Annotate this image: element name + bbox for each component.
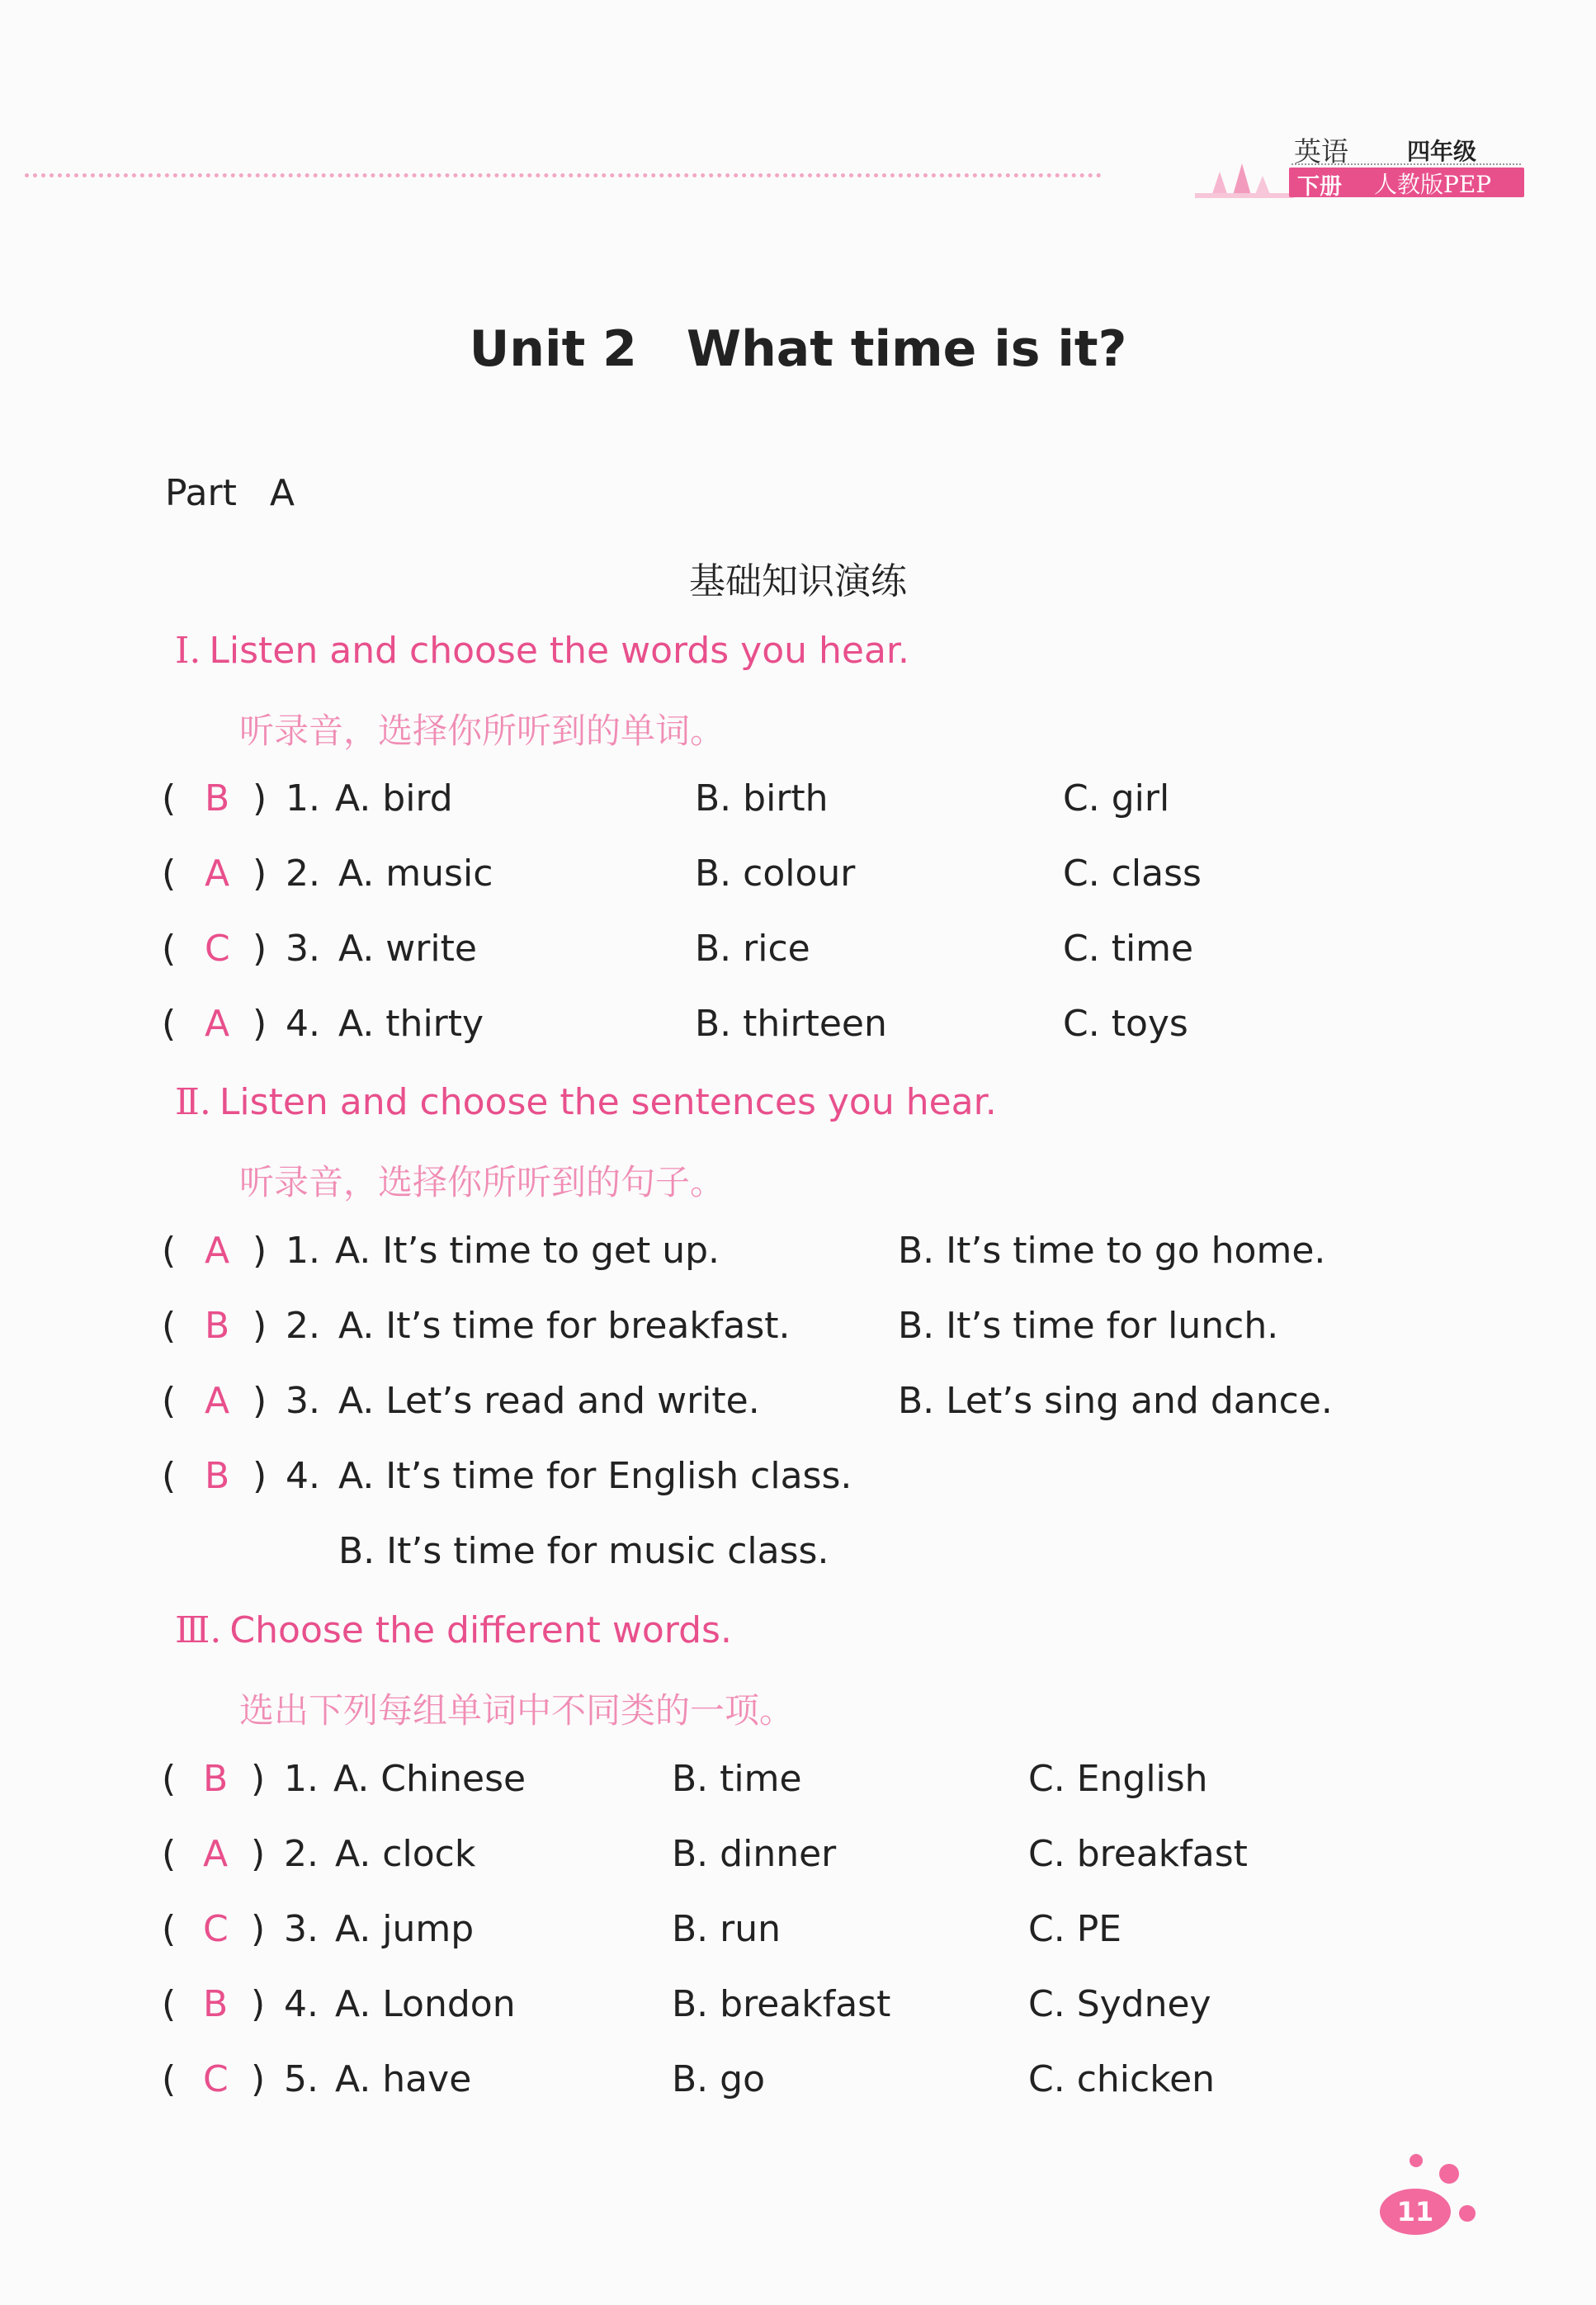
exercise-number: Ⅱ. [175, 1081, 211, 1123]
answer: A [205, 1380, 230, 1422]
answer: A [203, 1833, 229, 1875]
part-word: Part [165, 472, 237, 514]
option-a: A. Chinese [333, 1758, 526, 1800]
exercise-instruction: Choose the different words. [229, 1609, 732, 1651]
option-c: C. girl [1063, 777, 1170, 820]
exercise-2-instruction-cn: 听录音，选择你所听到的句子。 [239, 1162, 725, 1202]
option-a: A. clock [335, 1833, 476, 1875]
option-a: A. Let’s read and write. [338, 1380, 760, 1422]
option-a: A. bird [335, 777, 453, 820]
exercise-1-item-3: ( C ) 3. A. write B. rice C. time [162, 928, 1194, 970]
header-volume: 下册 [1297, 174, 1342, 200]
answer: C [203, 1908, 229, 1950]
answer: B [205, 1455, 230, 1497]
option-b: B. It’s time for lunch. [898, 1305, 1279, 1347]
item-number: 2. [286, 853, 320, 895]
answer: B [205, 777, 230, 820]
option-c: C. Sydney [1028, 1983, 1211, 2025]
item-number: 1. [284, 1758, 319, 1800]
exercise-number: Ⅲ. [175, 1609, 222, 1651]
item-number: 3. [286, 928, 320, 970]
answer: A [205, 1003, 230, 1045]
option-a: A. jump [335, 1908, 475, 1950]
option-b: B. rice [695, 928, 810, 970]
exercise-3-item-2: ( A ) 2. A. clock B. dinner C. breakfast [162, 1833, 1248, 1875]
exercise-instruction: Listen and choose the sentences you hear. [219, 1081, 997, 1123]
part-letter: A [269, 472, 295, 514]
exercise-3-instruction-cn: 选出下列每组单词中不同类的一项。 [239, 1690, 795, 1731]
item-number: 3. [286, 1380, 320, 1422]
exercise-2-heading [175, 1081, 997, 1123]
answer: C [203, 2058, 229, 2100]
option-a: A. thirty [338, 1003, 484, 1045]
option-b: B. go [672, 2058, 766, 2100]
option-a: A. London [335, 1983, 516, 2025]
exercise-2-item-4: ( B ) 4. A. It’s time for English class. [162, 1455, 852, 1497]
option-a: A. music [338, 853, 493, 895]
answer: B [205, 1305, 230, 1347]
option-c: C. chicken [1028, 2058, 1216, 2100]
option-a: A. write [338, 928, 477, 970]
item-number: 5. [284, 2058, 319, 2100]
option-c: C. toys [1063, 1003, 1188, 1045]
header-grade: 四年级 [1407, 138, 1477, 165]
decor-dot [1409, 2154, 1423, 2167]
answer: B [203, 1758, 229, 1800]
item-number: 2. [286, 1305, 320, 1347]
tree-decoration-icon [1195, 147, 1294, 205]
header-edition: 人教版PEP [1374, 171, 1492, 198]
header-dotted-line [25, 173, 1102, 177]
option-c: C. PE [1028, 1908, 1122, 1950]
option-b: B. colour [695, 853, 856, 895]
option-c: C. breakfast [1028, 1833, 1248, 1875]
item-number: 1. [286, 777, 320, 820]
option-b: B. breakfast [672, 1983, 891, 2025]
exercise-1-item-1: ( B ) 1. A. bird B. birth C. girl [162, 777, 1170, 820]
option-c: C. English [1028, 1758, 1208, 1800]
answer: B [203, 1983, 229, 2025]
answer: C [205, 928, 230, 970]
exercise-2-item-2: ( B ) 2. A. It’s time for breakfast. B. It’s time for lunch. [162, 1305, 1279, 1347]
item-number: 4. [286, 1455, 320, 1497]
exercise-instruction: Listen and choose the words you hear. [209, 630, 909, 672]
unit-name: What time is it? [686, 320, 1127, 378]
exercise-2-item-1: ( A ) 1. A. It’s time to get up. B. It’s time to go home. [162, 1230, 1326, 1272]
option-b: B. birth [695, 777, 829, 820]
item-number: 4. [286, 1003, 320, 1045]
option-a: A. It’s time to get up. [335, 1230, 720, 1272]
header-rule [1291, 163, 1521, 165]
exercise-1-heading [175, 630, 909, 672]
exercise-number: Ⅰ. [175, 630, 201, 672]
header-subject: 英语 [1294, 135, 1348, 168]
exercise-3-heading [175, 1609, 732, 1651]
page-number: 11 [1380, 2189, 1451, 2235]
option-b: B. Let’s sing and dance. [898, 1380, 1333, 1422]
option-b: B. thirteen [695, 1003, 887, 1045]
exercise-1-instruction-cn: 听录音，选择你所听到的单词。 [239, 711, 725, 751]
option-a: A. It’s time for English class. [338, 1455, 852, 1497]
option-c: C. class [1063, 853, 1202, 895]
exercise-3-item-1: ( B ) 1. A. Chinese B. time C. English [162, 1758, 1208, 1800]
answer: A [205, 1230, 230, 1272]
option-a: A. have [335, 2058, 472, 2100]
item-number: 3. [284, 1908, 319, 1950]
exercise-3-item-4: ( B ) 4. A. London B. breakfast C. Sydney [162, 1983, 1211, 2025]
item-number: 1. [286, 1230, 320, 1272]
item-number: 2. [284, 1833, 319, 1875]
unit-title [0, 320, 1596, 378]
part-label [165, 472, 295, 514]
exercise-3-item-3: ( C ) 3. A. jump B. run C. PE [162, 1908, 1122, 1950]
option-a: A. It’s time for breakfast. [338, 1305, 791, 1347]
exercise-2-item-3: ( A ) 3. A. Let’s read and write. B. Let’s sing and dance. [162, 1380, 1333, 1422]
option-b: B. It’s time for music class. [338, 1530, 829, 1572]
exercise-1-item-4: ( A ) 4. A. thirty B. thirteen C. toys [162, 1003, 1188, 1045]
exercise-2-item-4-option-b-row [0, 1530, 1596, 1580]
unit-number: Unit 2 [469, 320, 637, 378]
exercise-1-item-2: ( A ) 2. A. music B. colour C. class [162, 853, 1202, 895]
section-title: 基础知识演练 [689, 560, 907, 602]
option-c: C. time [1063, 928, 1194, 970]
option-b: B. dinner [672, 1833, 837, 1875]
answer: A [205, 853, 230, 895]
option-b: B. It’s time to go home. [898, 1230, 1326, 1272]
option-b: B. time [672, 1758, 802, 1800]
exercise-3-item-5: ( C ) 5. A. have B. go C. chicken [162, 2058, 1216, 2100]
decor-dot [1439, 2164, 1459, 2184]
item-number: 4. [284, 1983, 319, 2025]
decor-dot [1459, 2205, 1476, 2222]
option-b: B. run [672, 1908, 781, 1950]
